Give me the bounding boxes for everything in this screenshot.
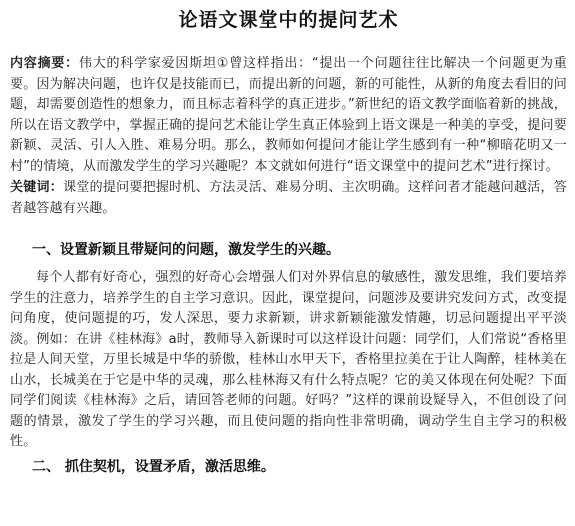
- keywords-text: 课堂的提问要把握时机、方法灵活、难易分明、主次明确。这样问者才能越问越活，答者越答越有兴趣。: [10, 180, 567, 216]
- section-1-heading: 一、设置新颖且带疑问的问题，激发学生的兴趣。: [32, 242, 340, 258]
- abstract-text: 伟大的科学家爱因斯坦①曾这样指出：“提出一个问题往往比解决一个问题更为重要。因为解决问题，也许仅是技能而已，而提出新的问题，新的可能性，从新的角度去看旧的问题，却需要创造性的想象力，而且标志着科学的真正进步。”新世纪的语文教学面临着新的挑战，所以在语文教学中，掌握正确的提问艺术能让学生真正体验到上语文课是一种美的享受，提问要新颖、灵活、引人入胜、难易分明。那么，教师如何提问才能让学生感到有一种“柳暗花明又一村”的情境，从而激发学生的学习兴趣呢？本文就如何进行“语文课堂中的提问艺术”进行探讨。: [10, 56, 567, 174]
- abstract-label: 内容摘要：: [10, 56, 79, 71]
- keywords-paragraph: [10, 178, 567, 219]
- abstract-paragraph: [10, 54, 567, 177]
- document-title: 论语文课堂中的提问艺术: [178, 9, 399, 31]
- section-1-body: 每个人都有好奇心，强烈的好奇心会增强人们对外界信息的敏感性，激发思维，我们要培养学生的注意力，培养学生的自主学习意识。因此，课堂提问，问题涉及要讲究发问方式，改变提问角度，使问题提的巧，发人深思，要力求新颖，讲求新颖能激发情趣，切忌问题提出平平淡淡。例如：在讲《桂林海》a时，教师导入新课时可以这样设计问题：同学们，人们常说“香格里拉是人间天堂，万里长城是中华的骄傲，桂林山水甲天下，香格里拉美在于让人陶醉，桂林美在山水，长城美在于它是中华的灵魂，那么桂林海又有什么特点呢？它的美又体现在何处呢？下面同学们阅读《桂林海》之后，请回答老师的问题。好吗？”这样的课前设疑导入，不但创设了问题的情景，激发了学生的学习兴趣，而且使问题的指向性非常明确，调动学生自主学习的积极性。: [10, 270, 567, 449]
- keywords-label: 关键词：: [10, 180, 64, 195]
- section-2-heading: 二、 抓住契机，设置矛盾，激活思维。: [32, 458, 275, 475]
